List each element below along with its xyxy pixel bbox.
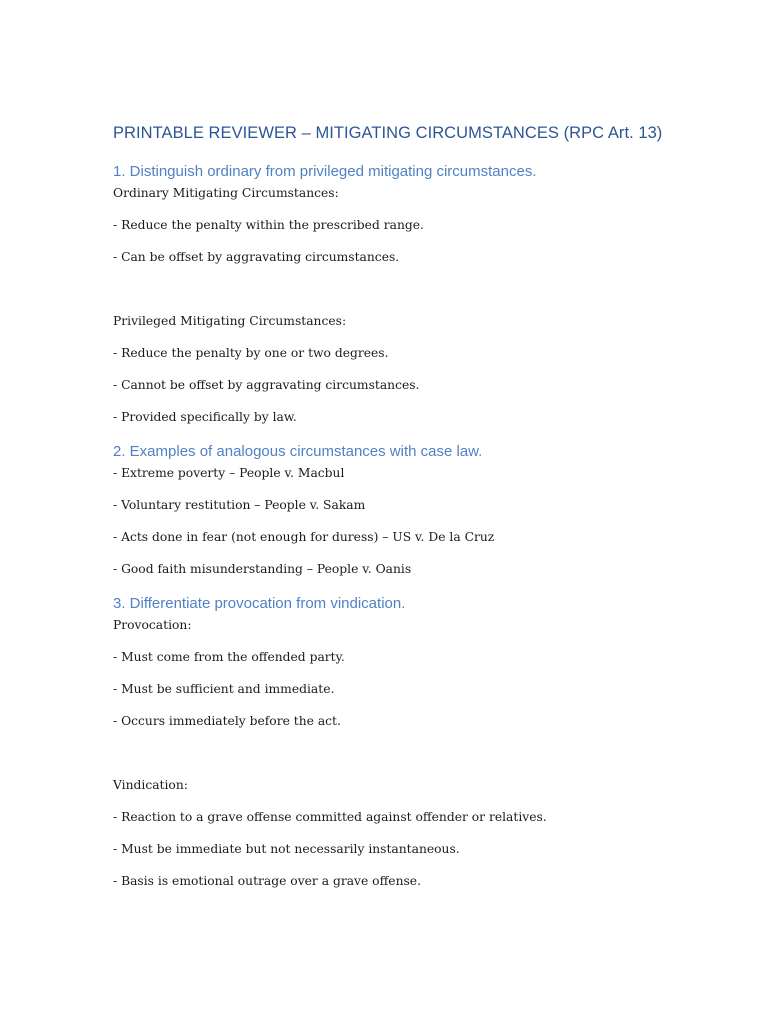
section-3-bullet: - Basis is emotional outrage over a grave offense. (113, 874, 421, 888)
section-2-bullet: - Acts done in fear (not enough for duress) – US v. De la Cruz (113, 530, 495, 544)
section-1-bullet: - Can be offset by aggravating circumstances. (113, 250, 400, 264)
section-3-bullet: - Must be sufficient and immediate. (113, 682, 335, 696)
section-2-bullet: - Voluntary restitution – People v. Sakam (113, 498, 366, 512)
section-3-subheading-provocation: Provocation: (113, 618, 192, 632)
section-3-bullet: - Reaction to a grave offense committed against offender or relatives. (113, 810, 547, 824)
section-2-bullet: - Good faith misunderstanding – People v. Oanis (113, 562, 412, 576)
section-1-subheading-ordinary: Ordinary Mitigating Circumstances: (113, 186, 339, 200)
section-2-heading: 2. Examples of analogous circumstances with case law. (113, 443, 483, 460)
section-3-bullet: - Must be immediate but not necessarily instantaneous. (113, 842, 460, 856)
document-title: PRINTABLE REVIEWER – MITIGATING CIRCUMSTANCES (RPC Art. 13) (113, 124, 663, 142)
section-1-bullet: - Provided specifically by law. (113, 410, 297, 424)
section-1-bullet: - Cannot be offset by aggravating circumstances. (113, 378, 420, 392)
section-1-heading: 1. Distinguish ordinary from privileged mitigating circumstances. (113, 163, 537, 180)
section-1-subheading-privileged: Privileged Mitigating Circumstances: (113, 314, 347, 328)
section-3-bullet: - Occurs immediately before the act. (113, 714, 341, 728)
section-1-bullet: - Reduce the penalty within the prescribed range. (113, 218, 424, 232)
section-3-subheading-vindication: Vindication: (113, 778, 188, 792)
section-3-heading: 3. Differentiate provocation from vindication. (113, 595, 406, 612)
section-3-bullet: - Must come from the offended party. (113, 650, 345, 664)
section-1-bullet: - Reduce the penalty by one or two degrees. (113, 346, 389, 360)
section-2-bullet: - Extreme poverty – People v. Macbul (113, 466, 345, 480)
